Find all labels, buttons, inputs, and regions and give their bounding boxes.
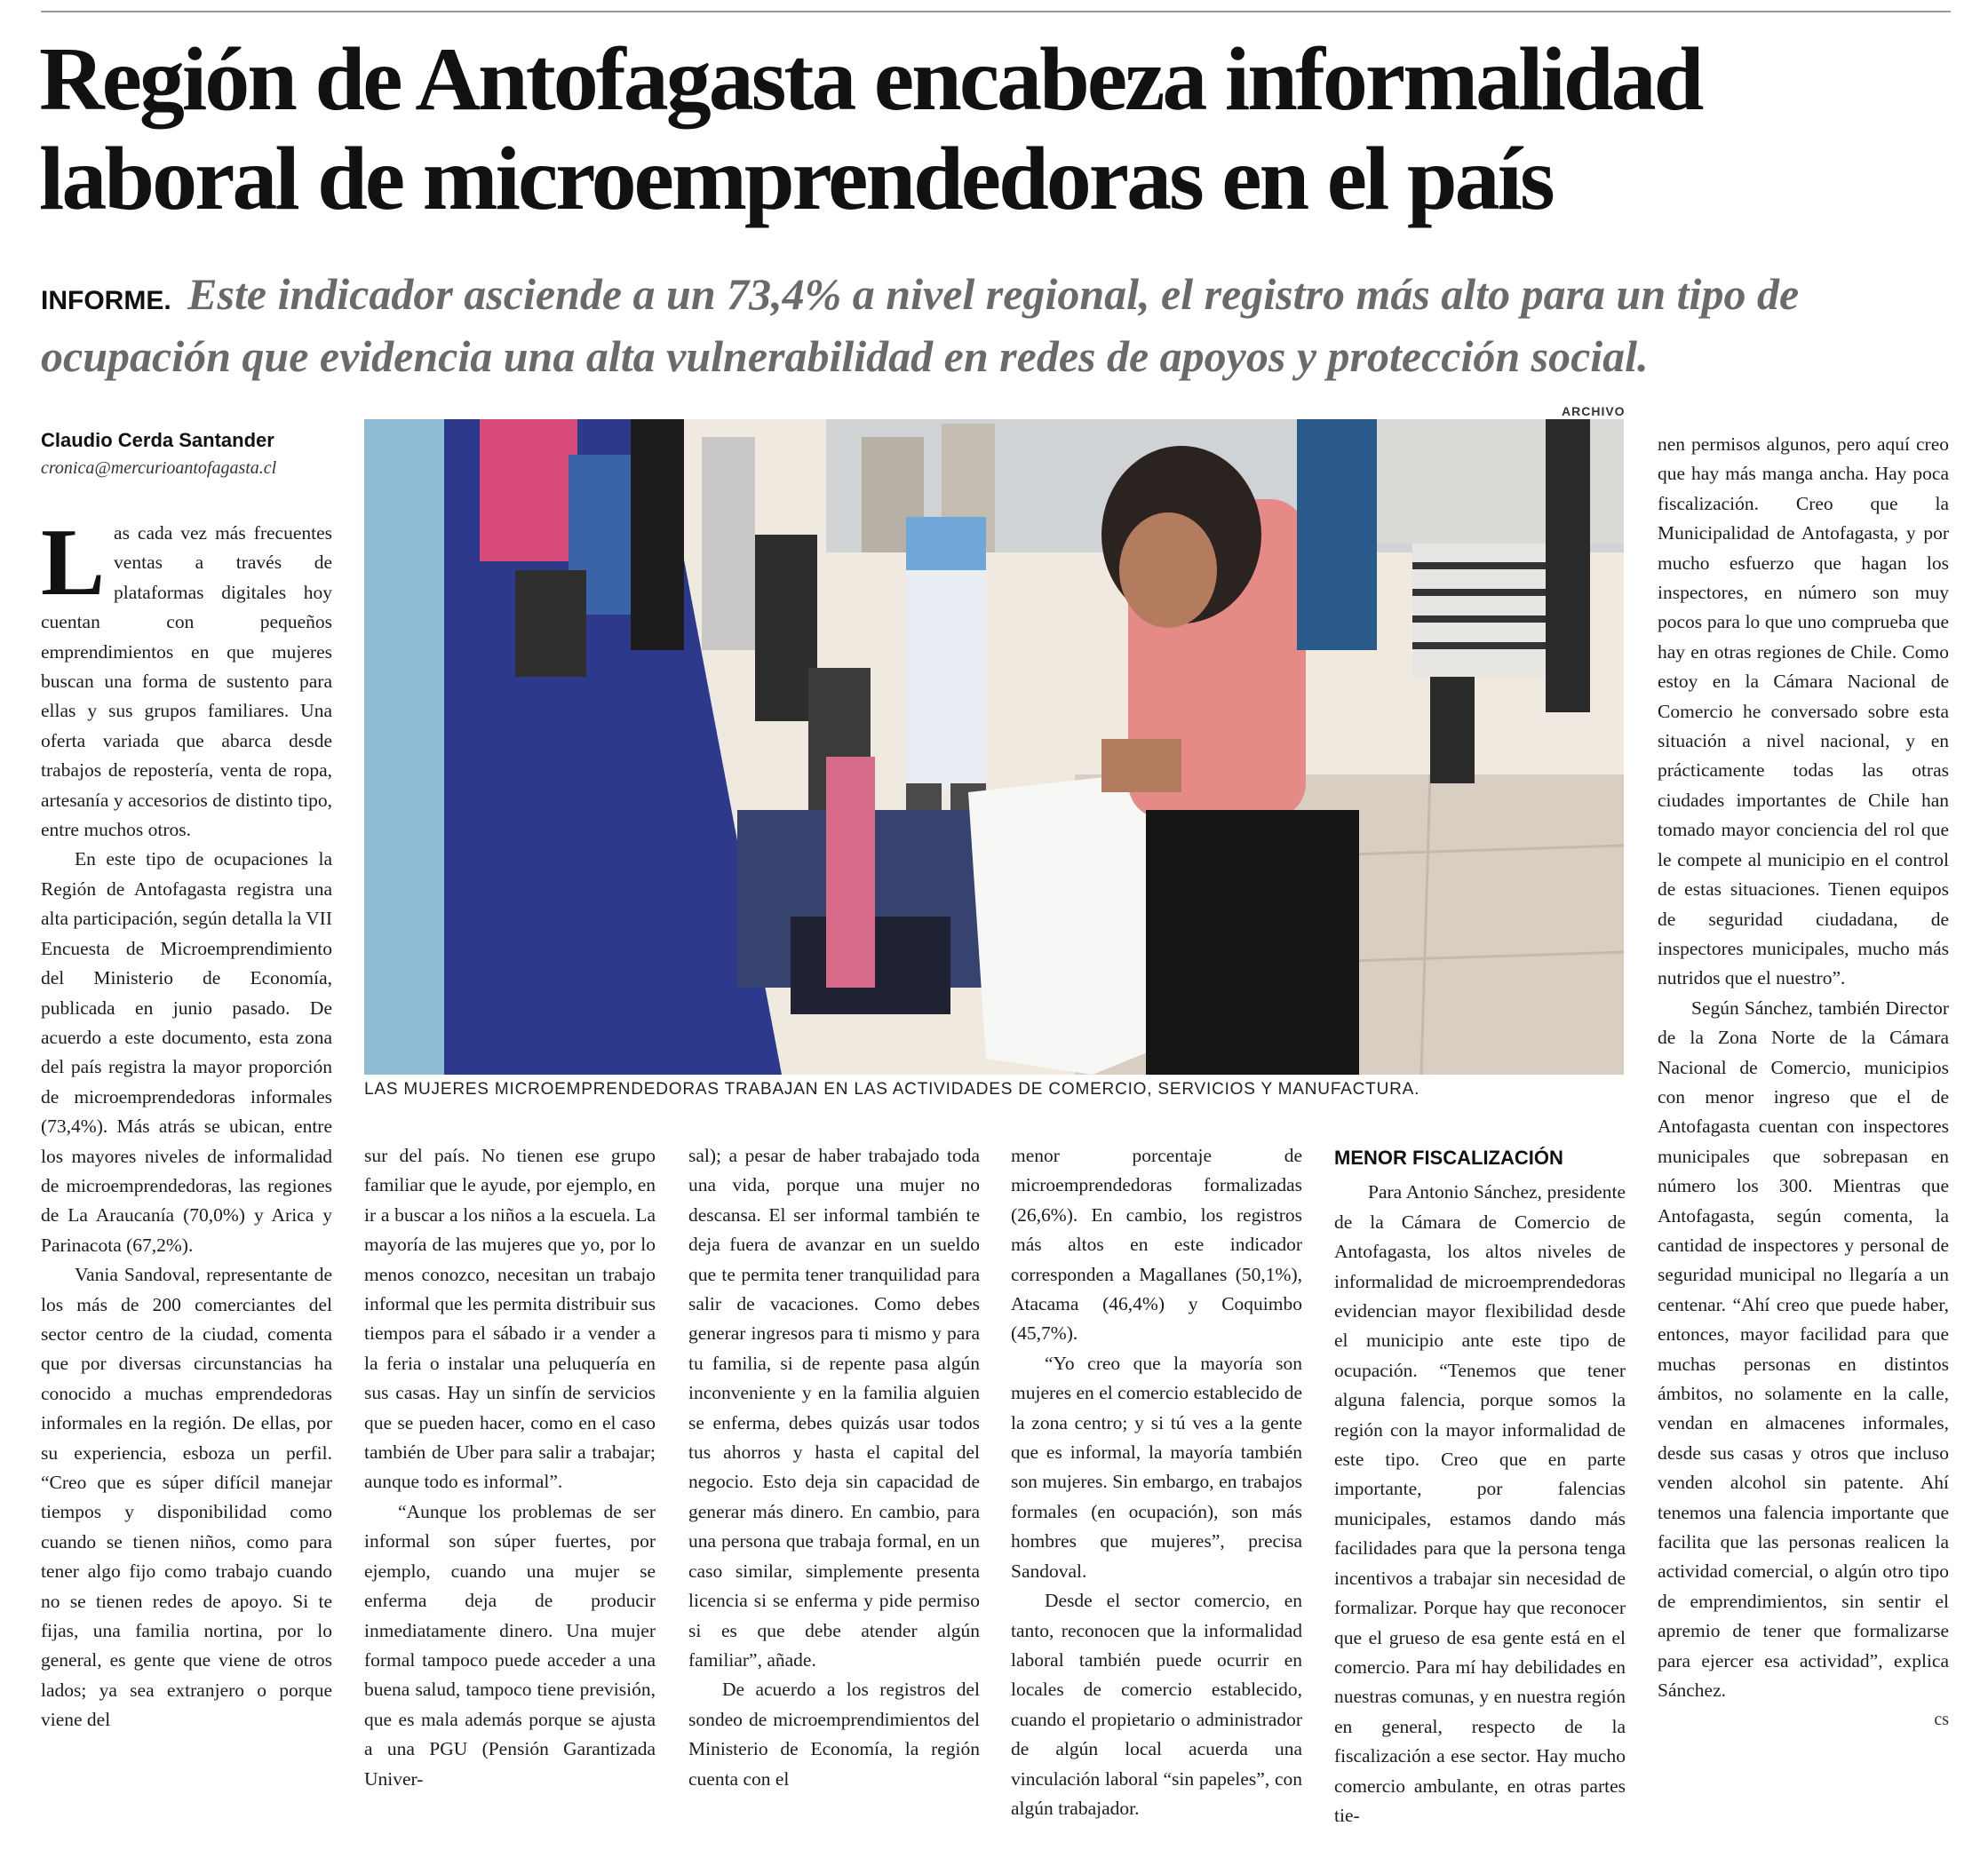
- photo-credit: ARCHIVO: [1562, 404, 1626, 418]
- top-rule: [41, 11, 1951, 12]
- byline-name: Claudio Cerda Santander: [41, 429, 274, 451]
- dropcap: L: [41, 510, 106, 615]
- paragraph: sal); a pesar de haber trabajado toda una vida, porque una mujer no descansa. El ser informal también te deja fuera de avanzar en un sueldo que te permita tener tranquilidad para salir de vacaciones. Como debes generar ingresos para ti mismo y para tu familia, si de repente pasa algún inconveniente y en la familia alguien se enferma, debes quizás usar todos tus ahorros y hasta el capital del negocio. Esto deja sin capacidad de generar más dinero. En cambio, para una persona que trabaja formal, en un caso similar, simplemente presenta licencia si se enferma y pide permiso si es que debe atender algún familiar”, añade.: [688, 1145, 980, 1671]
- column-6: [1658, 430, 1949, 1735]
- paragraph: En este tipo de ocupaciones la Región de Antofagasta registra una alta participación, según detalla la VII Encuesta de Microemprendimiento del Ministerio de Economía, publicada en junio pasado. De acuerdo a este documento, esta zona del país registra la mayor proporción de microemprendedoras informales (73,4%). Más atrás se ubican, entre los mayores niveles de informalidad de microemprendedoras, las regiones de La Araucanía (70,0%) y Arica y Parinacota (67,2%).: [41, 848, 332, 1256]
- photo-caption: LAS MUJERES MICROEMPRENDEDORAS TRABAJAN EN LAS ACTIVIDADES DE COMERCIO, SERVICIOS Y MANUFACTURA.: [364, 1080, 1420, 1099]
- deck: [41, 266, 1951, 384]
- market-scene-illustration: [364, 419, 1624, 1075]
- column-3: [688, 1141, 980, 1794]
- column-4: [1011, 1141, 1302, 1823]
- paragraph: Para Antonio Sánchez, presidente de la Cámara de Comercio de Antofagasta, los altos niveles de informalidad de microemprendedoras evidencian mayor flexibilidad desde el municipio ante este tipo de ocupación. “Tenemos que tener alguna falencia, porque somos la región con la mayor informalidad de este tipo. Creo que en parte importante, por falencias municipales, estamos dando más facilidades para que la persona tenga incentivos a trabajar sin necesidad de formalizar. Porque hay que reconocer que el grueso de esa gente está en el comercio. Para mí hay debilidades en nuestras comunas, y en nuestra región en general, respecto de la fiscalización a ese sector. Hay mucho comercio ambulante, en otras partes tie-: [1334, 1181, 1626, 1826]
- column-1: [41, 510, 332, 1735]
- end-mark: cs: [1934, 1710, 1949, 1730]
- deck-text: Este indicador asciende a un 73,4% a nivel regional, el registro más alto para un tipo de ocupación que evidencia una alta vulnerabilidad en redes de apoyos y protección social.: [41, 269, 1800, 381]
- paragraph: Vania Sandoval, representante de los más de 200 comerciantes del sector centro de la ciudad, comenta que por diversas circunstancias ha conocido a muchas emprendedoras informales en la región. De ellas, por su experiencia, esboza un perfil. “Creo que es súper difícil manejar tiempos y disponibilidad como cuando se tienen niños, como para tener algo fijo como trabajo cuando no se tienen redes de apoyo. Si te fijas, una familia nortina, por lo general, es gente que viene de otros lados; ya sea extranjero o porque viene del: [41, 1264, 332, 1731]
- article-photo: [364, 419, 1624, 1075]
- paragraph: Desde el sector comercio, en tanto, reconocen que la informalidad laboral también puede ocurrir en locales de comercio establecido, cuando el propietario o administrador de algún local acuerda una vinculación laboral “sin papeles”, con algún trabajador.: [1011, 1590, 1302, 1819]
- paragraph: Según Sánchez, también Director de la Zona Norte de la Cámara Nacional de Comercio, municipios con menor ingreso que el de Antofagasta cuentan con inspectores municipales que sobrepasan en número los 300. Mientras que Antofagasta, según comenta, la cantidad de inspectores y personal de seguridad municipal no llegaría a un centenar. “Ahí creo que puede haber, entonces, mayor facilidad para que muchas personas en distintos ámbitos, no solamente en la calle, vendan en almacenes informales, desde sus casas y otros que incluso venden alcohol sin patente. Ahí tenemos una falencia importante que facilita que las personas realicen la actividad comercial, o algún otro tipo de emprendimientos, sin sentir el apremio de tener que formalizarse para ejercer esa actividad”, explica Sánchez.: [1658, 996, 1949, 1702]
- subhead: MENOR FISCALIZACIÓN: [1334, 1147, 1563, 1169]
- paragraph: sur del país. No tienen ese grupo familiar que le ayude, por ejemplo, en ir a buscar a los niños a la escuela. La mayoría de las mujeres que yo, por lo menos conozco, necesitan un trabajo informal que les permita distribuir sus tiempos para el sábado ir a vender a la feria o instalar una peluquería en sus casas. Hay un sinfín de servicios que se pueden hacer, como en el caso también de Uber para salir a trabajar; aunque todo es informal”.: [364, 1145, 656, 1493]
- headline: Región de Antofagasta encabeza informalidad laboral de microemprendedoras en el país: [39, 29, 1702, 229]
- deck-tag: INFORME.: [41, 286, 171, 315]
- column-2: [364, 1141, 656, 1794]
- paragraph: nen permisos algunos, pero aquí creo que hay más manga ancha. Hay poca fiscalización. Creo que la Municipalidad de Antofagasta, y por mucho esfuerzo que hagan los inspectores, en número son muy pocos para lo que uno comprueba que hay en otras regiones de Chile. Como estoy en la Cámara Nacional de Comercio he conversado sobre esta situación a nivel nacional, y en prácticamente todas las otras ciudades importantes de Chile han tomado mayor conciencia del rol que le compete al municipio en el control de estas situaciones. Tienen equipos de seguridad ciudadana, de inspectores municipales, mucho más nutridos que el nuestro”.: [1658, 433, 1949, 989]
- paragraph: as cada vez más frecuentes ventas a través de plataformas digitales hoy cuentan con pequeños emprendimientos en que mujeres buscan una forma de sustento para ellas y sus grupos familiares. Una oferta variada que abarca desde trabajos de repostería, venta de ropa, artesanía y accesorios de distinto tipo, entre muchos otros.: [41, 522, 332, 841]
- column-5: [1334, 1141, 1626, 1830]
- byline-email: cronica@mercurioantofagasta.cl: [41, 458, 277, 478]
- paragraph: De acuerdo a los registros del sondeo de microemprendimientos del Ministerio de Economía, la región cuenta con el: [688, 1679, 980, 1790]
- paragraph: menor porcentaje de microemprendedoras formalizadas (26,6%). En cambio, los registros más altos en este indicador corresponden a Magallanes (50,1%), Atacama (46,4%) y Coquimbo (45,7%).: [1011, 1145, 1302, 1345]
- paragraph: “Aunque los problemas de ser informal son súper fuertes, por ejemplo, cuando una mujer se enferma deja de producir inmediatamente dinero. Una mujer formal tampoco puede acceder a una buena salud, tampoco tiene previsión, que es mala además porque se ajusta a una PGU (Pensión Garantizada Univer-: [364, 1500, 656, 1790]
- paragraph: “Yo creo que la mayoría son mujeres en el comercio establecido de la zona centro; y si tú ves a la gente que es informal, la mayoría también son mujeres. Sin embargo, en trabajos formales (en ocupación), son más hombres que mujeres”, precisa Sandoval.: [1011, 1352, 1302, 1582]
